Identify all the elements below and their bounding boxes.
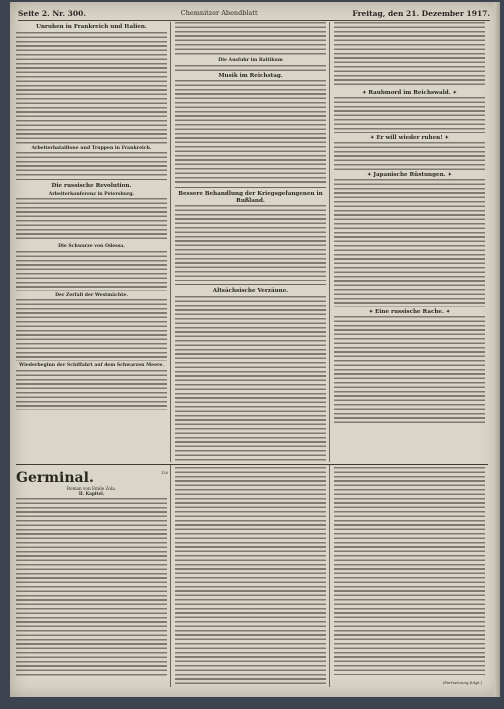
article-body bbox=[16, 251, 167, 291]
column-3 bbox=[334, 22, 488, 462]
headline-zerfall: Der Zerfall der Westmächte. bbox=[55, 292, 128, 298]
headline-arbeiterbataillone: Arbeiterbataillone und Truppen in Frankreich. bbox=[31, 145, 152, 151]
article-body bbox=[334, 22, 485, 88]
headline-ausfuhr: Die Ausfuhr im Baltikum bbox=[218, 58, 283, 63]
article-body bbox=[16, 32, 167, 144]
headline-russische-revolution: Die russische Revolution. bbox=[51, 183, 132, 189]
headline-kriegsgefangene: Bessere Behandlung der Kriegsgefangenen in Rußland. bbox=[178, 191, 323, 204]
star-icon: ✦ bbox=[370, 135, 375, 141]
headline-rache-wrap bbox=[334, 310, 485, 315]
article-body bbox=[16, 152, 167, 176]
divider bbox=[175, 284, 326, 285]
article-body bbox=[334, 97, 485, 133]
divider bbox=[175, 187, 326, 188]
headline-ruhen: Er will wieder ruhen! bbox=[376, 135, 443, 141]
page-header bbox=[18, 6, 490, 21]
article-body bbox=[16, 370, 167, 410]
top-columns bbox=[16, 22, 488, 462]
feuilleton-section bbox=[16, 464, 488, 687]
feuilleton-body bbox=[16, 498, 167, 676]
header-date: Freitag, den 21. Dezember 1917. bbox=[352, 8, 490, 18]
header-page-number: Seite 2. Nr. 300. bbox=[18, 8, 86, 18]
headline-japan: Japanische Rüstungen. bbox=[373, 172, 446, 178]
headline-rache: Eine russische Rache. bbox=[375, 309, 444, 315]
star-icon: ✦ bbox=[445, 309, 451, 315]
headline-odessa: Die Schwarze von Odessa. bbox=[58, 244, 125, 249]
star-icon: ✦ bbox=[452, 90, 457, 96]
headline-musik: Musik im Reichstag. bbox=[218, 72, 283, 79]
feuilleton-column-3 bbox=[334, 465, 488, 687]
headline-japan-wrap bbox=[334, 173, 485, 178]
headline-verzaeune: Altsächsische Verzäune. bbox=[212, 288, 289, 294]
column-1 bbox=[16, 22, 171, 462]
feuilleton-body bbox=[334, 467, 485, 675]
headline-schiffahrt: Wiederbeginn der Schiffahrt auf dem Schwarzen Meere. bbox=[19, 363, 164, 368]
feuilleton-body bbox=[175, 467, 326, 685]
feuilleton-chapter: II. Kapitel. bbox=[78, 491, 105, 496]
headline-raubmord: Raubmord im Reichswald. bbox=[368, 90, 451, 96]
star-icon: ✦ bbox=[444, 135, 449, 141]
article-body bbox=[16, 198, 167, 242]
star-icon: ✦ bbox=[362, 90, 367, 96]
feuilleton-byline: Roman von Emile Zola. bbox=[66, 486, 117, 491]
star-icon: ✦ bbox=[367, 172, 372, 178]
star-icon: ✦ bbox=[368, 309, 374, 315]
divider bbox=[16, 179, 167, 180]
feuilleton-column-1 bbox=[16, 465, 171, 687]
feuilleton-page-marker: 130 bbox=[161, 471, 168, 475]
headline-ruhen-wrap bbox=[334, 136, 485, 141]
article-body bbox=[334, 316, 485, 426]
article-body bbox=[334, 142, 485, 170]
feuilleton-title: Germinal. bbox=[16, 470, 94, 486]
article-body bbox=[175, 22, 326, 56]
star-icon: ✦ bbox=[447, 172, 452, 178]
article-body bbox=[175, 80, 326, 184]
article-body bbox=[175, 205, 326, 281]
header-masthead: Chemnitzer Abendblatt bbox=[180, 9, 258, 17]
column-2 bbox=[175, 22, 330, 462]
continuation-note: (Fortsetzung folgt.) bbox=[442, 680, 482, 685]
headline-raubmord-wrap bbox=[334, 91, 485, 96]
newspaper-page bbox=[10, 2, 500, 697]
subheadline-arbeiterkonferenz: Arbeiterkonferenz in Petersburg. bbox=[48, 191, 135, 197]
article-body bbox=[334, 179, 485, 307]
article-body bbox=[16, 299, 167, 361]
article-body bbox=[175, 65, 326, 71]
headline-unruhen: Unruhen in Frankreich und Italien. bbox=[36, 24, 147, 30]
feuilleton-column-2 bbox=[175, 465, 330, 687]
article-body bbox=[175, 296, 326, 463]
